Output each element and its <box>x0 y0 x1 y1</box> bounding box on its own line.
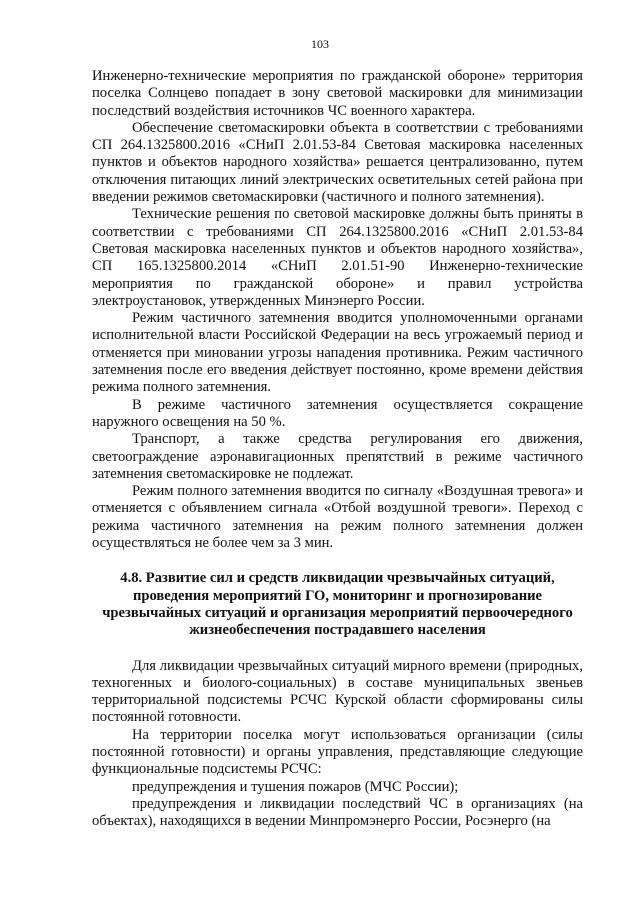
paragraph: предупреждения и тушения пожаров (МЧС России); <box>132 778 459 795</box>
paragraph: Для ликвидации чрезвычайных ситуаций мирного времени (природных, техногенных и биолого-социальных) в составе муниципальных звеньев территориальной подсистемы РСЧС Курской области сформированы силы постоянной готовности. <box>92 657 583 726</box>
paragraph: Транспорт, а также средства регулирования его движения, светоограждение аэронавигационных препятствий в режиме частичного затемнения светомаскировке не подлежат. <box>92 431 583 482</box>
paragraph: Режим частичного затемнения вводится уполномоченными органами исполнительной власти Российской Федерации на весь угрожаемый период и отменяется при миновании угрозы нападения противника. Режим частичного затемнения после его введения действует постоянно, кроме времени действия режима полного затемнения. <box>92 310 583 396</box>
paragraph: Технические решения по световой маскировке должны быть приняты в соответствии с требованиями СП 264.1325800.2016 «СНиП 2.01.53-84 Световая маскировка населенных пунктов и объектов народного хозяйства», СП 165.1325800.2014 «СНиП 2.01.51-90 Инженерно-технические мероприятия по гражданской обороне» и правил устройства электроустановок, утвержденных Минэнерго России. <box>92 206 583 309</box>
paragraph: предупреждения и ликвидации последствий ЧС в организациях (на объектах), находящихся в ведении Минпромэнерго России, Росэнерго (на <box>92 795 583 830</box>
document-body <box>92 68 583 830</box>
section-heading: 4.8. Развитие сил и средств ликвидации чрезвычайных ситуаций, проведения мероприятий ГО, мониторинг и прогнозирование чрезвычайных ситуаций и организация мероприятий первоочередного жизнеобеспечения пострадавшего населения <box>102 570 573 639</box>
paragraph: Инженерно-технические мероприятия по гражданской обороне» территория поселка Солнцево попадает в зону световой маскировки для минимизации последствий воздействия источников ЧС военного характера. <box>92 68 583 119</box>
paragraph: Режим полного затемнения вводится по сигналу «Воздушная тревога» и отменяется с объявлением сигнала «Отбой воздушной тревоги». Переход с режима частичного затемнения на режим полного затемнения должен осуществляться не более чем за 3 мин. <box>92 483 583 552</box>
paragraph: На территории поселка могут использоваться организации (силы постоянной готовности) и органы управления, представляющие следующие функциональные подсистемы РСЧС: <box>92 726 583 778</box>
page-number: 103 <box>311 37 329 51</box>
paragraph: Обеспечение светомаскировки объекта в соответствии с требованиями СП 264.1325800.2016 «СНиП 2.01.53-84 Световая маскировка населенных пунктов и объектов народного хозяйства» решается централизованно, путем отключения питающих линий электрических осветительных сетей района при введении режимов светомаскировки (частичного и полного затемнения). <box>92 119 583 206</box>
paragraph: В режиме частичного затемнения осуществляется сокращение наружного освещения на 50 %. <box>92 396 583 430</box>
